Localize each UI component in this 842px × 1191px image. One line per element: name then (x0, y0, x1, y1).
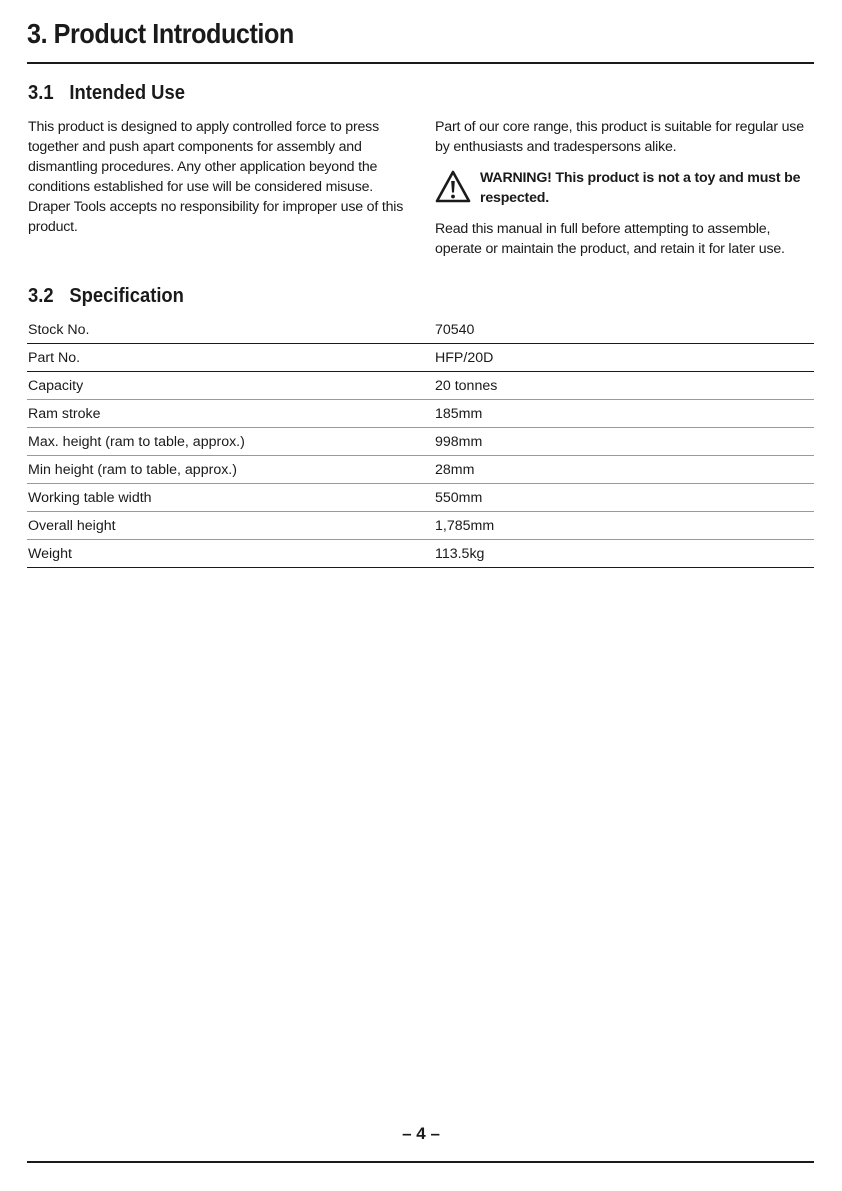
spec-value: 113.5kg (434, 540, 814, 568)
table-row (27, 512, 814, 540)
table-row (27, 316, 814, 344)
warning-triangle-icon (435, 170, 471, 204)
section-title: Specification (69, 285, 184, 307)
intended-use-paragraph: This product is designed to apply controlled force to press together and push apart components for assembly and dismantling procedures. Any other application beyond the conditions established for use will be considered misuse. Draper Tools accepts no responsibility for improper use of this product. (28, 119, 404, 235)
spec-label: Ram stroke (27, 400, 434, 428)
spec-label: Working table width (27, 484, 434, 512)
spec-label: Part No. (27, 344, 434, 372)
page-number: – 4 – (402, 1124, 440, 1143)
footer-divider (27, 1161, 814, 1163)
spec-value: 20 tonnes (434, 372, 814, 400)
section-heading-intended-use (28, 82, 185, 105)
spec-label: Max. height (ram to table, approx.) (27, 428, 434, 456)
read-manual-paragraph: Read this manual in full before attempting to assemble, operate or maintain the product, and retain it for later use. (435, 221, 785, 257)
table-row (27, 344, 814, 372)
spec-value: 70540 (434, 316, 814, 344)
spec-value: HFP/20D (434, 344, 814, 372)
section-title: Intended Use (69, 82, 185, 104)
spec-label: Stock No. (27, 316, 434, 344)
table-row (27, 428, 814, 456)
spec-label: Overall height (27, 512, 434, 540)
section-number: 3.2 (28, 285, 54, 307)
spec-value: 185mm (434, 400, 814, 428)
table-row (27, 540, 814, 568)
spec-value: 28mm (434, 456, 814, 484)
section-number: 3.1 (28, 82, 54, 104)
section-heading-specification (28, 285, 184, 308)
spec-label: Weight (27, 540, 434, 568)
spec-label: Capacity (27, 372, 434, 400)
warning-notice (435, 168, 815, 212)
spec-label: Min height (ram to table, approx.) (27, 456, 434, 484)
spec-value: 550mm (434, 484, 814, 512)
table-row (27, 484, 814, 512)
warning-text: WARNING! This product is not a toy and must be respected. (480, 170, 801, 206)
spec-value: 1,785mm (434, 512, 814, 540)
table-row (27, 372, 814, 400)
specification-table (27, 316, 814, 568)
table-row (27, 400, 814, 428)
table-row (27, 456, 814, 484)
page-title: 3. Product Introduction (27, 18, 294, 49)
title-divider (27, 62, 814, 64)
core-range-paragraph: Part of our core range, this product is suitable for regular use by enthusiasts and tradespersons alike. (435, 119, 804, 155)
spec-value: 998mm (434, 428, 814, 456)
